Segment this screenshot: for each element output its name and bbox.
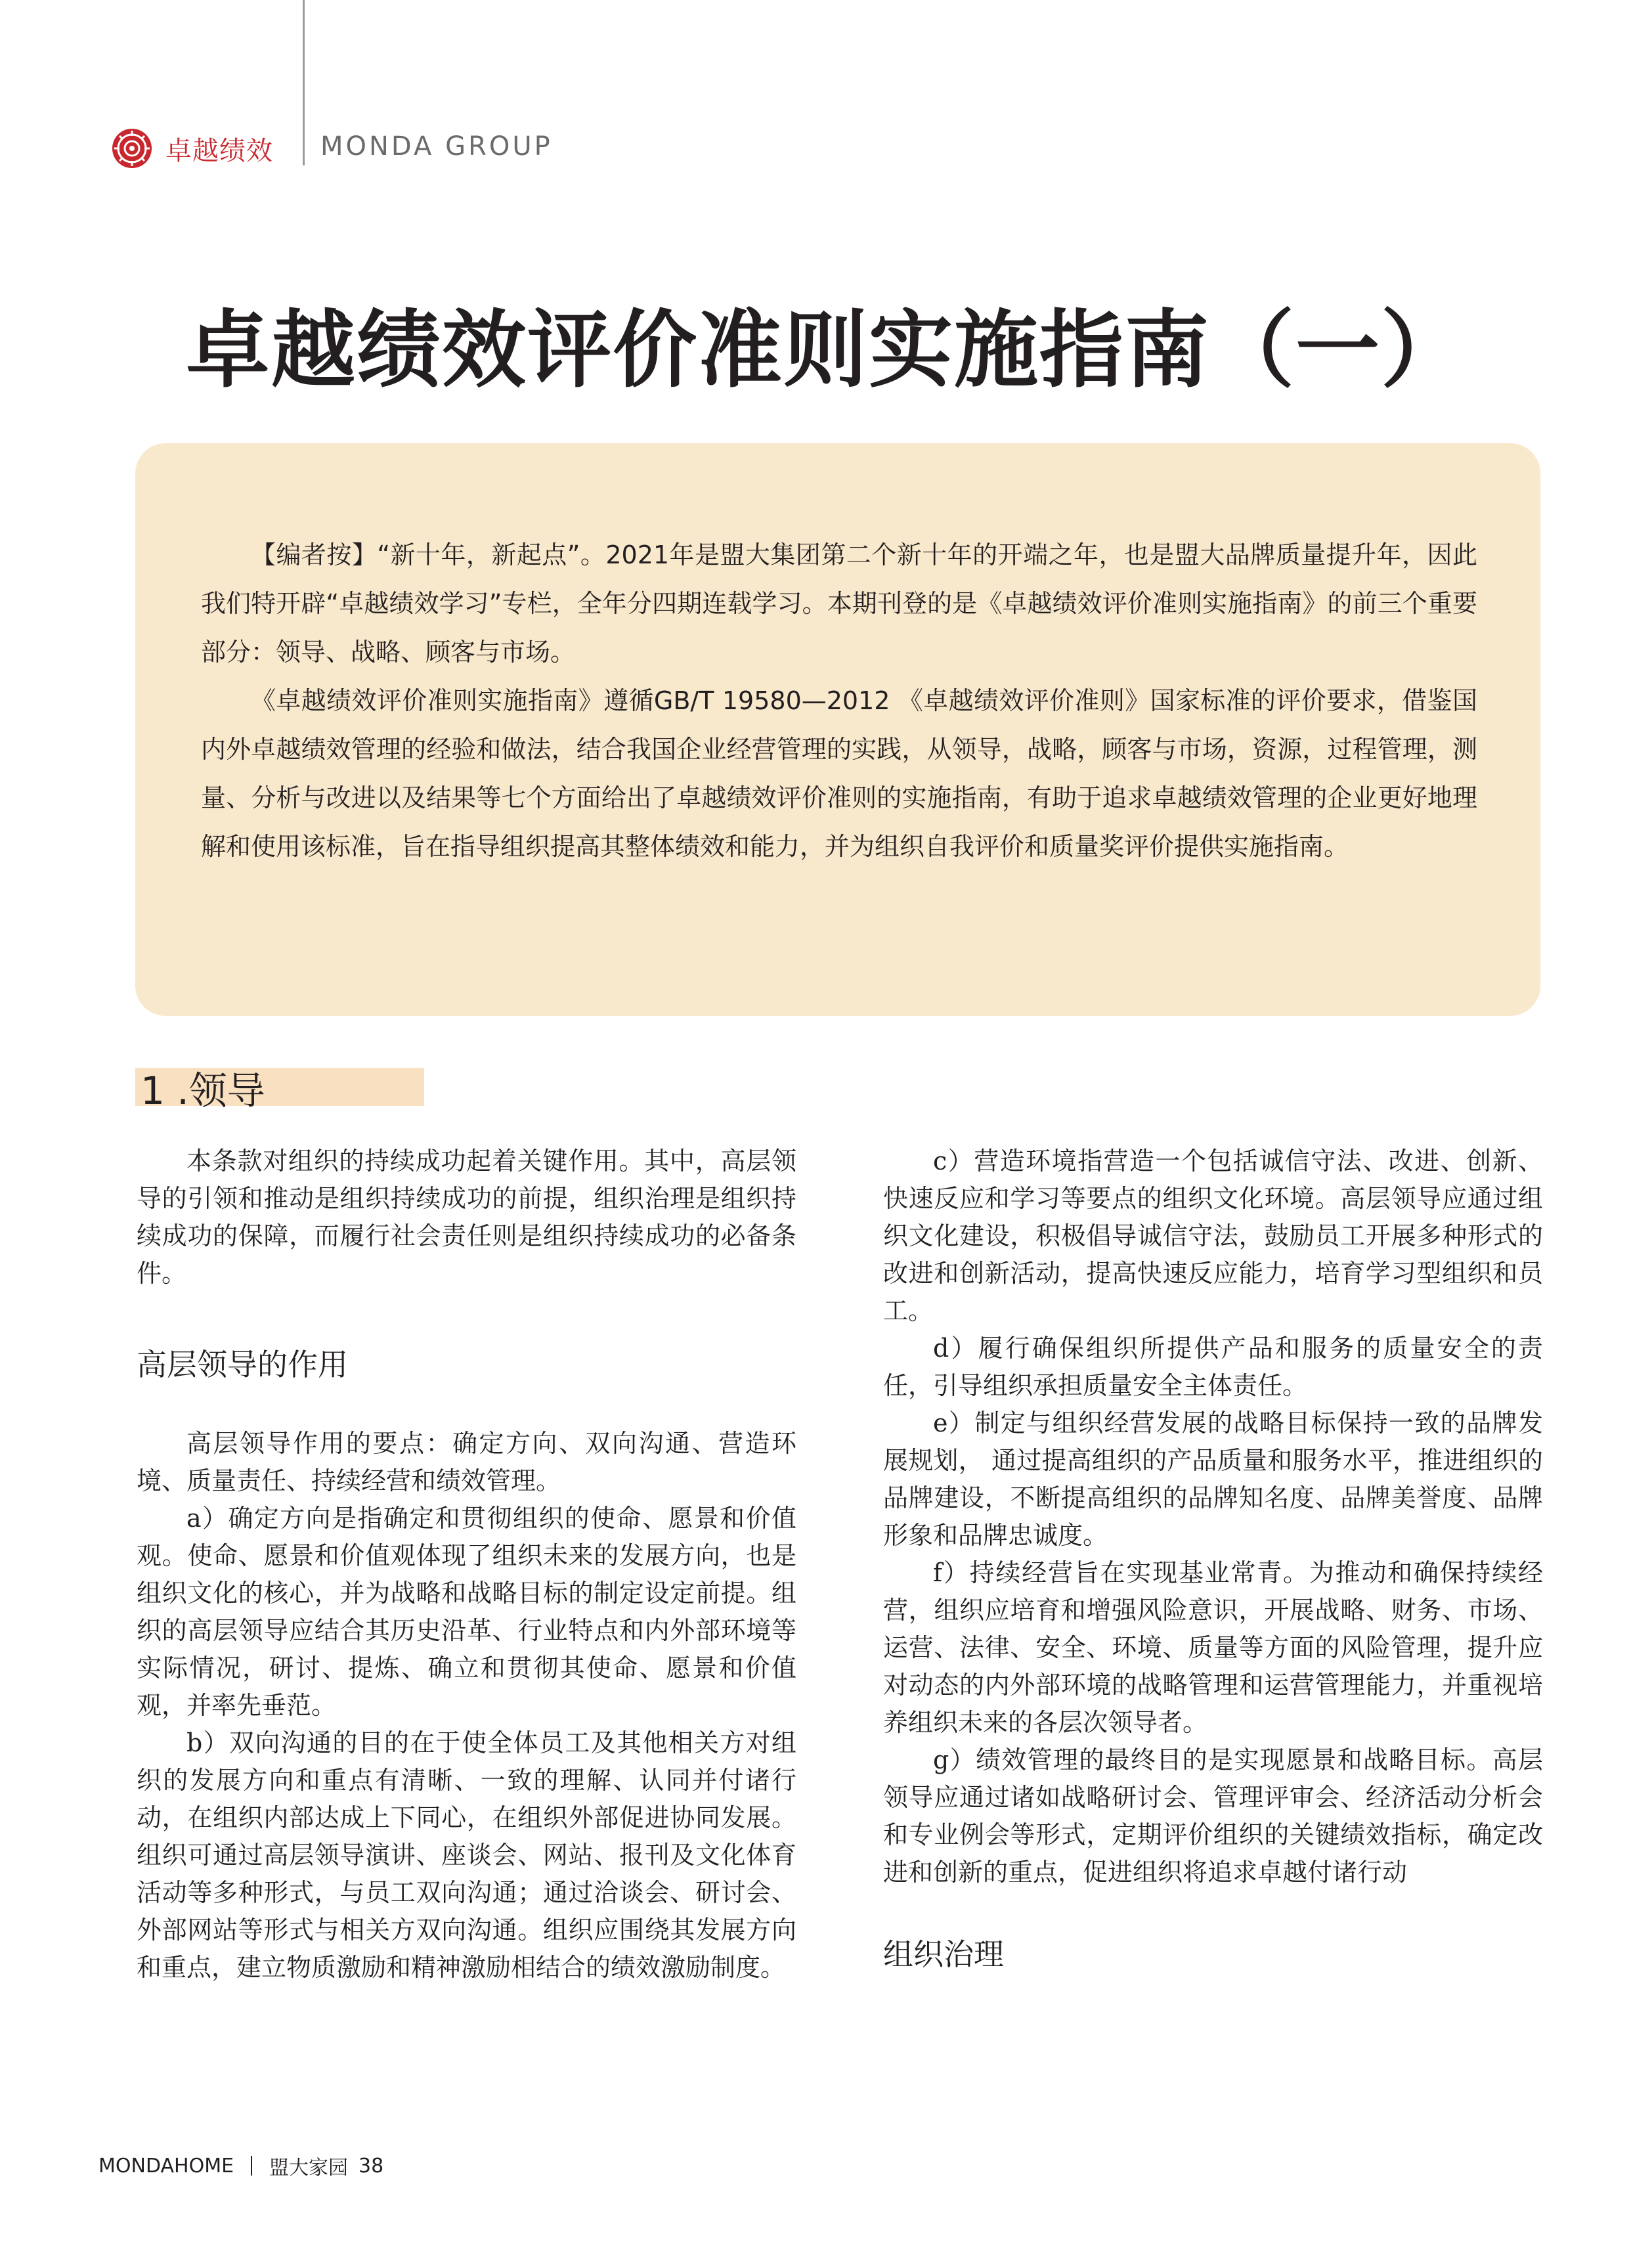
editor-note-para-1: 【编者按】“新十年，新起点”。2021年是盟大集团第二个新十年的开端之年，也是盟大品牌质量提升年，因此我们特开辟“卓越绩效学习”专栏，全年分四期连载学习。本期刊登的是《卓越绩效评价准则实施指南》的前三个重要部分：领导、战略、顾客与市场。 <box>201 540 1477 667</box>
body-paragraph: a）确定方向是指确定和贯彻组织的使命、愿景和价值观。使命、愿景和价值观体现了组织未来的发展方向，也是组织文化的核心，并为战略和战略目标的制定设定前提。组织的高层领导应结合其历史沿革、行业特点和内外部环境等实际情况，研讨、提炼、确立和贯彻其使命、愿景和价值观，并率先垂范。 <box>137 1504 796 1720</box>
body-paragraph: g）绩效管理的最终目的是实现愿景和战略目标。高层领导应通过诸如战略研讨会、管理评审会、经济活动分析会和专业例会等形式，定期评价组织的关键绩效指标，确定改进和创新的重点，促进组织将追求卓越付诸行动 <box>883 1745 1543 1887</box>
footer-magazine: 盟大家园 <box>269 2157 349 2180</box>
body-paragraph: e）制定与组织经营发展的战略目标保持一致的品牌发展规划， 通过提高组织的产品质量和服务水平，推进组织的品牌建设，不断提高组织的品牌知名度、品牌美誉度、品牌形象和品牌忠诚度。 <box>883 1409 1543 1550</box>
page-title: 卓越绩效评价准则实施指南（一） <box>185 301 1466 399</box>
brand-name-cn: 卓越绩效 <box>165 135 273 166</box>
body-paragraph: f）持续经营旨在实现基业常青。为推动和确保持续经营，组织应培育和增强风险意识，开展战略、财务、市场、运营、法律、安全、环境、质量等方面的风险管理，提升应对动态的内外部环境的战略管理和运营管理能力，并重视培养组织未来的各层次领导者。 <box>883 1558 1543 1737</box>
editor-note <box>201 531 1477 871</box>
footer-divider <box>251 2156 252 2176</box>
body-paragraph: b）双向沟通的目的在于使全体员工及其他相关方对组织的发展方向和重点有清晰、一致的理解、认同并付诸行动，在组织内部达成上下同心，在组织外部促进协同发展。组织可通过高层领导演讲、座谈会、网站、报刊及文化体育活动等多种形式，与员工双向沟通；通过洽谈会、研讨会、外部网站等形式与相关方双向沟通。组织应围绕其发展方向和重点，建立物质激励和精神激励相结合的绩效激励制度。 <box>137 1728 796 1982</box>
brand <box>110 127 273 170</box>
body-paragraph: c）营造环境指营造一个包括诚信守法、改进、创新、快速反应和学习等要点的组织文化环境。高层领导应通过组织文化建设，积极倡导诚信守法，鼓励员工开展多种形式的改进和创新活动，提高快速反应能力，培育学习型组织和员工。 <box>883 1147 1543 1325</box>
body-paragraph: 本条款对组织的持续成功起着关键作用。其中，高层领导的引领和推动是组织持续成功的前提，组织治理是组织持续成功的保障，而履行社会责任则是组织持续成功的必备条件。 <box>137 1147 796 1288</box>
subheading-governance: 组织治理 <box>883 1937 1004 1972</box>
editor-note-para-2: 《卓越绩效评价准则实施指南》遵循GB/T 19580—2012 《卓越绩效评价准则》国家标准的评价要求，借鉴国内外卓越绩效管理的经验和做法，结合我国企业经营管理的实践，从领导，战略，顾客与市场，资源，过程管理，测量、分析与改进以及结果等七个方面给出了卓越绩效评价准则的实施指南，有助于追求卓越绩效管理的企业更好地理解和使用该标准，旨在指导组织提高其整体绩效和能力，并为组织自我评价和质量奖评价提供实施指南。 <box>201 686 1477 861</box>
article-column-left <box>137 1143 796 1986</box>
header-divider <box>303 0 305 165</box>
page-footer <box>98 2151 383 2180</box>
article-column-right <box>883 1143 1543 1974</box>
monda-logo-icon <box>110 127 154 170</box>
footer-brand: MONDAHOME <box>98 2154 234 2178</box>
section-heading: 1 .领导 <box>141 1068 265 1113</box>
body-paragraph: 高层领导作用的要点：确定方向、双向沟通、营造环境、质量责任、持续经营和绩效管理。 <box>137 1429 796 1495</box>
page-number: 38 <box>359 2154 384 2178</box>
subheading-senior-leadership: 高层领导的作用 <box>137 1347 348 1382</box>
brand-name-en: MONDA GROUP <box>320 131 553 162</box>
body-paragraph: d）履行确保组织所提供产品和服务的质量安全的责任，引导组织承担质量安全主体责任。 <box>883 1334 1543 1400</box>
